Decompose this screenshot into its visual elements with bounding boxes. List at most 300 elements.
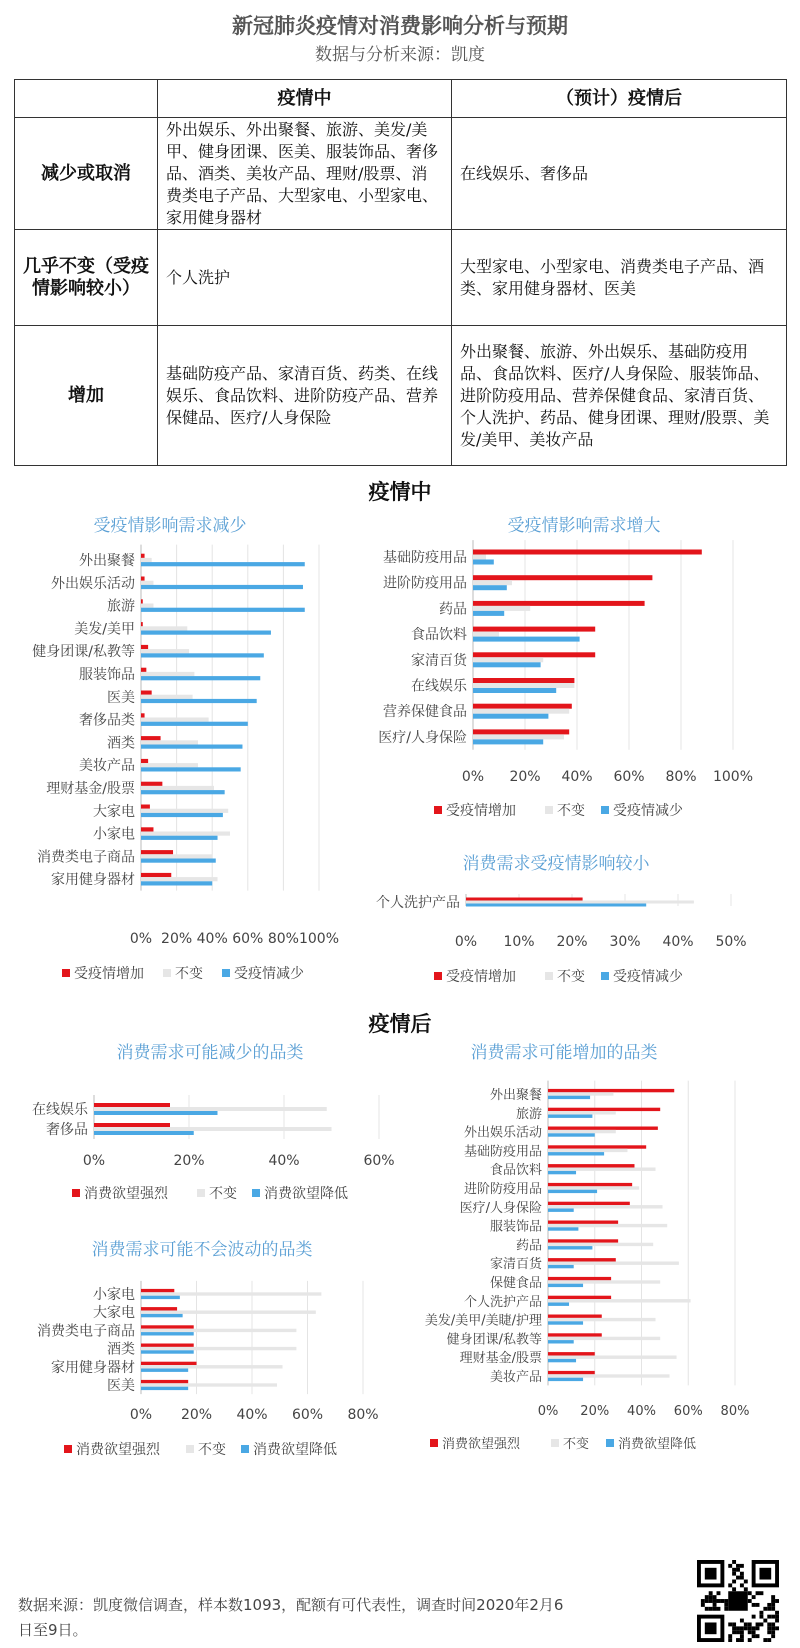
legend-label: 不变 [175,966,203,982]
category-label: 药品 [515,1238,542,1254]
qr-module [709,1607,713,1611]
category-label: 食品饮料 [411,627,467,644]
bar-increase [548,1277,611,1280]
category-label: 美发/美甲/美睫/护理 [424,1313,542,1329]
bar-same [548,1168,656,1171]
bar-increase [141,1362,197,1365]
bar-same [548,1130,616,1133]
qr-module [748,1622,752,1626]
qr-module [713,1607,717,1611]
bar-same [141,604,153,608]
x-tick-label: 40% [561,769,593,785]
qr-module [728,1634,732,1638]
legend-swatch [241,1445,249,1453]
x-tick-label: 80% [720,1404,750,1419]
bar-increase [141,759,148,763]
x-tick-label: 30% [609,934,641,950]
qr-module [771,1626,775,1630]
category-label: 消费类电子商品 [37,849,135,866]
bar-decrease [548,1133,595,1136]
category-label: 理财基金/股票 [46,781,135,797]
page-subtitle: 数据与分析来源：凯度 [315,45,485,65]
category-label: 奢侈品类 [79,712,135,729]
bar-same [473,580,512,585]
bar-increase [548,1164,634,1167]
bar-increase [548,1127,658,1130]
bar-decrease [141,699,257,703]
bar-same [141,626,187,630]
qr-module [732,1580,736,1584]
x-tick-label: 80% [665,769,697,785]
bar-same [94,1127,332,1131]
bar-increase [548,1202,630,1205]
qr-module [720,1599,724,1603]
qr-module [732,1572,736,1576]
bar-decrease [141,745,242,749]
x-tick-label: 0% [454,934,478,950]
bar-decrease [548,1096,590,1099]
qr-module [759,1591,763,1595]
qr-module [740,1572,744,1576]
bar-decrease [94,1131,194,1135]
bar-increase [141,873,171,877]
qr-module [732,1568,736,1572]
qr-module [709,1591,713,1595]
bar-same [548,1111,616,1114]
qr-module [732,1622,736,1626]
legend-swatch [252,1189,260,1197]
chart-title: 受疫情影响需求增大 [507,516,661,536]
legend-label: 消费欲望降低 [264,1186,348,1202]
qr-module [717,1599,721,1603]
qr-module [736,1568,740,1572]
legend-swatch [197,1189,205,1197]
qr-module [775,1611,779,1615]
qr-module [732,1587,736,1591]
legend-swatch [222,969,230,977]
category-label: 小家电 [93,1287,135,1303]
bar-same [548,1299,691,1302]
category-label: 外出娱乐活动 [463,1125,542,1141]
bar-same [141,786,214,790]
legend-label: 不变 [209,1186,237,1202]
bar-same [141,809,228,813]
legend-label: 消费欲望强烈 [442,1437,521,1452]
bar-same [548,1205,663,1208]
chart-title: 受疫情影响需求减少 [93,516,247,536]
qr-module [771,1615,775,1619]
qr-module [740,1630,744,1634]
bar-same [141,718,209,722]
qr-module [705,1607,709,1611]
category-label: 奢侈品 [46,1122,88,1138]
qr-module [771,1634,775,1638]
qr-module [752,1603,756,1607]
category-label: 美妆产品 [79,758,135,775]
bar-increase [548,1108,660,1111]
qr-module [767,1626,771,1630]
section-heading-after: 疫情后 [368,1012,432,1036]
bar-same [548,1337,660,1340]
legend-swatch [606,1439,614,1447]
category-label: 家用健身器材 [51,872,135,889]
row-during-cell: 个人洗护 [158,230,452,326]
x-tick-label: 80% [347,1407,379,1423]
legend-label: 受疫情增加 [74,966,144,982]
chart-title: 消费需求受疫情影响较小 [462,854,650,874]
legend-swatch [186,1445,194,1453]
x-tick-label: 40% [268,1153,300,1169]
qr-module [763,1607,767,1611]
qr-module [709,1599,713,1603]
row-during-cell: 基础防疫产品、家清百货、药类、在线娱乐、食品饮料、进阶防疫产品、营养保健品、医疗/人身保险 [158,326,452,466]
x-tick-label: 20% [556,934,588,950]
qr-module [709,1595,713,1599]
bar-decrease [141,790,225,794]
bar-increase [94,1123,170,1127]
bar-increase [473,601,645,606]
category-label: 家用健身器材 [51,1359,135,1376]
bar-decrease [548,1246,592,1249]
bar-increase [141,1344,194,1347]
bar-increase [141,736,161,740]
bar-decrease [473,637,580,642]
bar-same [141,740,198,744]
qr-module [740,1576,744,1580]
qr-module [767,1630,771,1634]
bar-decrease [141,562,305,566]
legend-label: 受疫情增加 [446,969,516,985]
qr-module [763,1638,767,1642]
bar-increase [141,1380,188,1383]
bar-same [473,606,530,611]
bar-increase [141,622,143,626]
qr-module [740,1634,744,1638]
bar-same [473,734,564,739]
bar-decrease [141,1350,194,1353]
category-label: 外出聚餐 [489,1088,542,1103]
category-label: 营养保健食品 [383,704,467,721]
x-tick-label: 60% [291,1407,324,1423]
qr-module [771,1622,775,1626]
bar-same [141,649,189,653]
category-label: 医疗/人身保险 [378,729,467,746]
bar-decrease [548,1284,583,1287]
bar-same [548,1149,627,1152]
qr-module [748,1599,752,1603]
bar-same [141,1311,316,1314]
qr-module [752,1595,756,1599]
bar-increase [466,898,583,901]
legend-label: 不变 [557,969,585,985]
legend-label: 受疫情减少 [613,969,683,985]
bar-decrease [548,1209,574,1212]
qr-module [713,1595,717,1599]
category-label: 医美 [107,689,135,706]
qr-module [736,1576,740,1580]
qr-module [771,1595,775,1599]
bar-same [473,555,486,560]
x-tick-label: 80% [267,931,299,947]
qr-module [771,1603,775,1607]
x-tick-label: 20% [580,1404,610,1419]
bar-decrease [548,1152,604,1155]
category-label: 美妆产品 [489,1370,542,1385]
row-after-cell: 大型家电、小型家电、消费类电子产品、酒类、家用健身器材、医美 [452,230,787,326]
x-tick-label: 20% [509,769,541,785]
qr-module [728,1583,732,1587]
category-label: 基础防疫用品 [383,550,467,566]
qr-module [740,1626,744,1630]
qr-module [724,1603,728,1607]
bar-increase [473,575,652,580]
bar-increase [548,1183,632,1186]
page-title: 新冠肺炎疫情对消费影响分析与预期 [232,14,568,38]
legend-label: 受疫情减少 [613,803,683,819]
category-label: 小家电 [93,826,135,843]
legend-label: 消费欲望降低 [618,1437,697,1452]
category-label: 健身团课/私教等 [32,644,135,661]
qr-module [756,1626,760,1630]
x-tick-label: 40% [662,934,694,950]
bar-same [548,1092,613,1095]
qr-module [775,1619,779,1623]
x-tick-label: 40% [196,931,228,947]
bar-same [141,1292,321,1295]
bar-decrease [141,608,305,612]
bar-same [141,854,212,858]
qr-module [736,1626,740,1630]
bar-same [473,709,569,714]
row-label: 几乎不变（受疫情影响较小） [15,230,158,326]
bar-same [548,1224,667,1227]
category-label: 医疗/人身保险 [459,1200,542,1216]
bar-decrease [548,1378,583,1381]
category-label: 进阶防疫用品 [463,1182,542,1197]
bar-decrease [548,1190,597,1193]
bar-same [473,683,574,688]
qr-module [724,1599,728,1603]
category-label: 外出聚餐 [79,553,135,569]
legend-swatch [545,806,553,814]
qr-module [771,1599,775,1603]
bar-decrease [548,1115,592,1118]
category-label: 个人洗护产品 [463,1294,542,1310]
legend-label: 不变 [563,1437,590,1452]
legend-swatch [545,972,553,980]
bar-decrease [473,611,504,616]
qr-module [736,1630,740,1634]
legend-swatch [430,1439,438,1447]
bar-same [473,657,543,662]
x-tick-label: 20% [180,1407,213,1423]
qr-module [713,1599,717,1603]
bar-increase [141,713,145,717]
chart-title: 消费需求可能增加的品类 [470,1043,658,1063]
bar-increase [548,1221,618,1224]
bar-decrease [548,1227,578,1230]
bar-same [141,1329,296,1332]
qr-module [717,1607,721,1611]
qr-module [728,1622,732,1626]
bar-decrease [141,1369,188,1372]
qr-module [767,1615,771,1619]
qr-module [724,1607,728,1611]
category-label: 旅游 [107,598,135,615]
category-label: 外出娱乐活动 [51,575,135,592]
bar-decrease [141,1332,194,1335]
bar-decrease [548,1340,574,1343]
qr-module [713,1603,717,1607]
qr-module [763,1619,767,1623]
table-header-cell: 疫情中 [158,80,452,118]
qr-module [740,1619,744,1623]
bar-increase [141,577,145,581]
bar-decrease [548,1321,583,1324]
category-label: 大家电 [93,1305,135,1322]
legend-swatch [434,972,442,980]
qr-code-icon [697,1560,779,1642]
bar-increase [141,827,153,831]
qr-module [748,1630,752,1634]
legend-swatch [72,1189,80,1197]
qr-module [701,1603,705,1607]
row-label: 减少或取消 [15,118,158,230]
category-label: 药品 [439,601,467,618]
row-after-cell: 外出聚餐、旅游、外出娱乐、基础防疫用品、食品饮料、医疗/人身保险、服装饰品、进阶防疫用品、营养保健食品、家清百货、个人洗护、药品、健身团课、理财/股票、美发/美甲、美妆产品 [452,326,787,466]
chart-title: 消费需求可能减少的品类 [116,1043,304,1063]
bar-increase [141,1289,174,1292]
qr-module [752,1634,756,1638]
bar-decrease [473,739,543,744]
x-tick-label: 60% [232,931,264,947]
qr-finder-core [759,1568,771,1580]
bar-same [141,581,153,585]
qr-module [756,1603,760,1607]
qr-module [732,1630,736,1634]
bar-increase [548,1089,674,1092]
qr-module [744,1626,748,1630]
bar-decrease [473,662,541,667]
qr-module [759,1615,763,1619]
bar-decrease [141,767,241,771]
bar-decrease [473,688,556,693]
x-tick-label: 20% [161,931,193,947]
category-label: 服装饰品 [489,1219,542,1235]
bar-increase [473,627,595,632]
category-label: 服装饰品 [79,667,135,683]
bar-increase [473,678,574,683]
bar-same [141,1383,277,1386]
bar-increase [141,805,150,809]
qr-module [759,1622,763,1626]
qr-module [736,1564,740,1568]
category-label: 家清百货 [489,1257,542,1273]
bar-same [548,1318,656,1321]
legend-swatch [434,806,442,814]
table-header-cell: （预计）疫情后 [452,80,787,118]
qr-center-logo [728,1591,748,1611]
bar-same [548,1280,660,1283]
qr-module [744,1587,748,1591]
qr-module [756,1634,760,1638]
legend-label: 不变 [557,803,585,819]
qr-module [775,1599,779,1603]
bar-same [141,672,194,676]
chart-title: 消费需求可能不会波动的品类 [91,1240,313,1260]
category-label: 在线娱乐 [32,1102,88,1118]
qr-finder-core [705,1568,717,1580]
bar-same [141,832,230,836]
bar-same [141,558,152,562]
legend-label: 消费欲望强烈 [84,1186,168,1202]
x-tick-label: 60% [613,769,645,785]
bar-same [548,1374,670,1377]
legend-swatch [163,969,171,977]
legend-swatch [551,1439,559,1447]
category-label: 消费类电子商品 [37,1323,135,1340]
qr-module [748,1638,752,1642]
category-label: 酒类 [107,1341,135,1358]
x-tick-label: 10% [503,934,535,950]
section-heading-during: 疫情中 [368,480,432,504]
bar-increase [548,1352,595,1355]
qr-module [705,1595,709,1599]
bar-increase [94,1103,170,1107]
qr-module [740,1638,744,1642]
qr-module [744,1580,748,1584]
bar-increase [548,1333,602,1336]
qr-module [775,1626,779,1630]
category-label: 个人洗护产品 [376,895,460,911]
bar-increase [141,850,173,854]
bar-same [141,1365,283,1368]
legend-swatch [64,1445,72,1453]
bar-increase [548,1239,618,1242]
bar-increase [141,782,162,786]
category-label: 在线娱乐 [411,678,467,695]
x-tick-label: 100% [712,769,754,785]
category-label: 健身团课/私教等 [446,1332,542,1348]
qr-module [771,1607,775,1611]
bar-decrease [473,560,494,565]
bar-decrease [141,676,260,680]
bar-increase [548,1371,595,1374]
bar-decrease [141,631,271,635]
bar-same [466,901,694,904]
qr-module [767,1638,771,1642]
bar-increase [473,652,595,657]
legend-label: 受疫情减少 [234,966,304,982]
qr-module [752,1615,756,1619]
qr-module [775,1615,779,1619]
qr-module [744,1622,748,1626]
qr-module [771,1630,775,1634]
qr-finder-core [705,1622,717,1634]
bar-decrease [473,714,548,719]
footer-note: 数据来源：凯度微信调查，样本数1093，配额有可代表性，调查时间2020年2月6日至9日。 [18,1596,564,1639]
bar-increase [141,1307,177,1310]
qr-module [728,1638,732,1642]
bar-decrease [141,859,216,863]
x-tick-label: 50% [715,934,747,950]
x-tick-label: 60% [363,1153,395,1169]
qr-module [736,1638,740,1642]
qr-module [732,1560,736,1564]
x-tick-label: 0% [129,1407,153,1423]
x-tick-label: 0% [461,769,485,785]
qr-module [732,1626,736,1630]
